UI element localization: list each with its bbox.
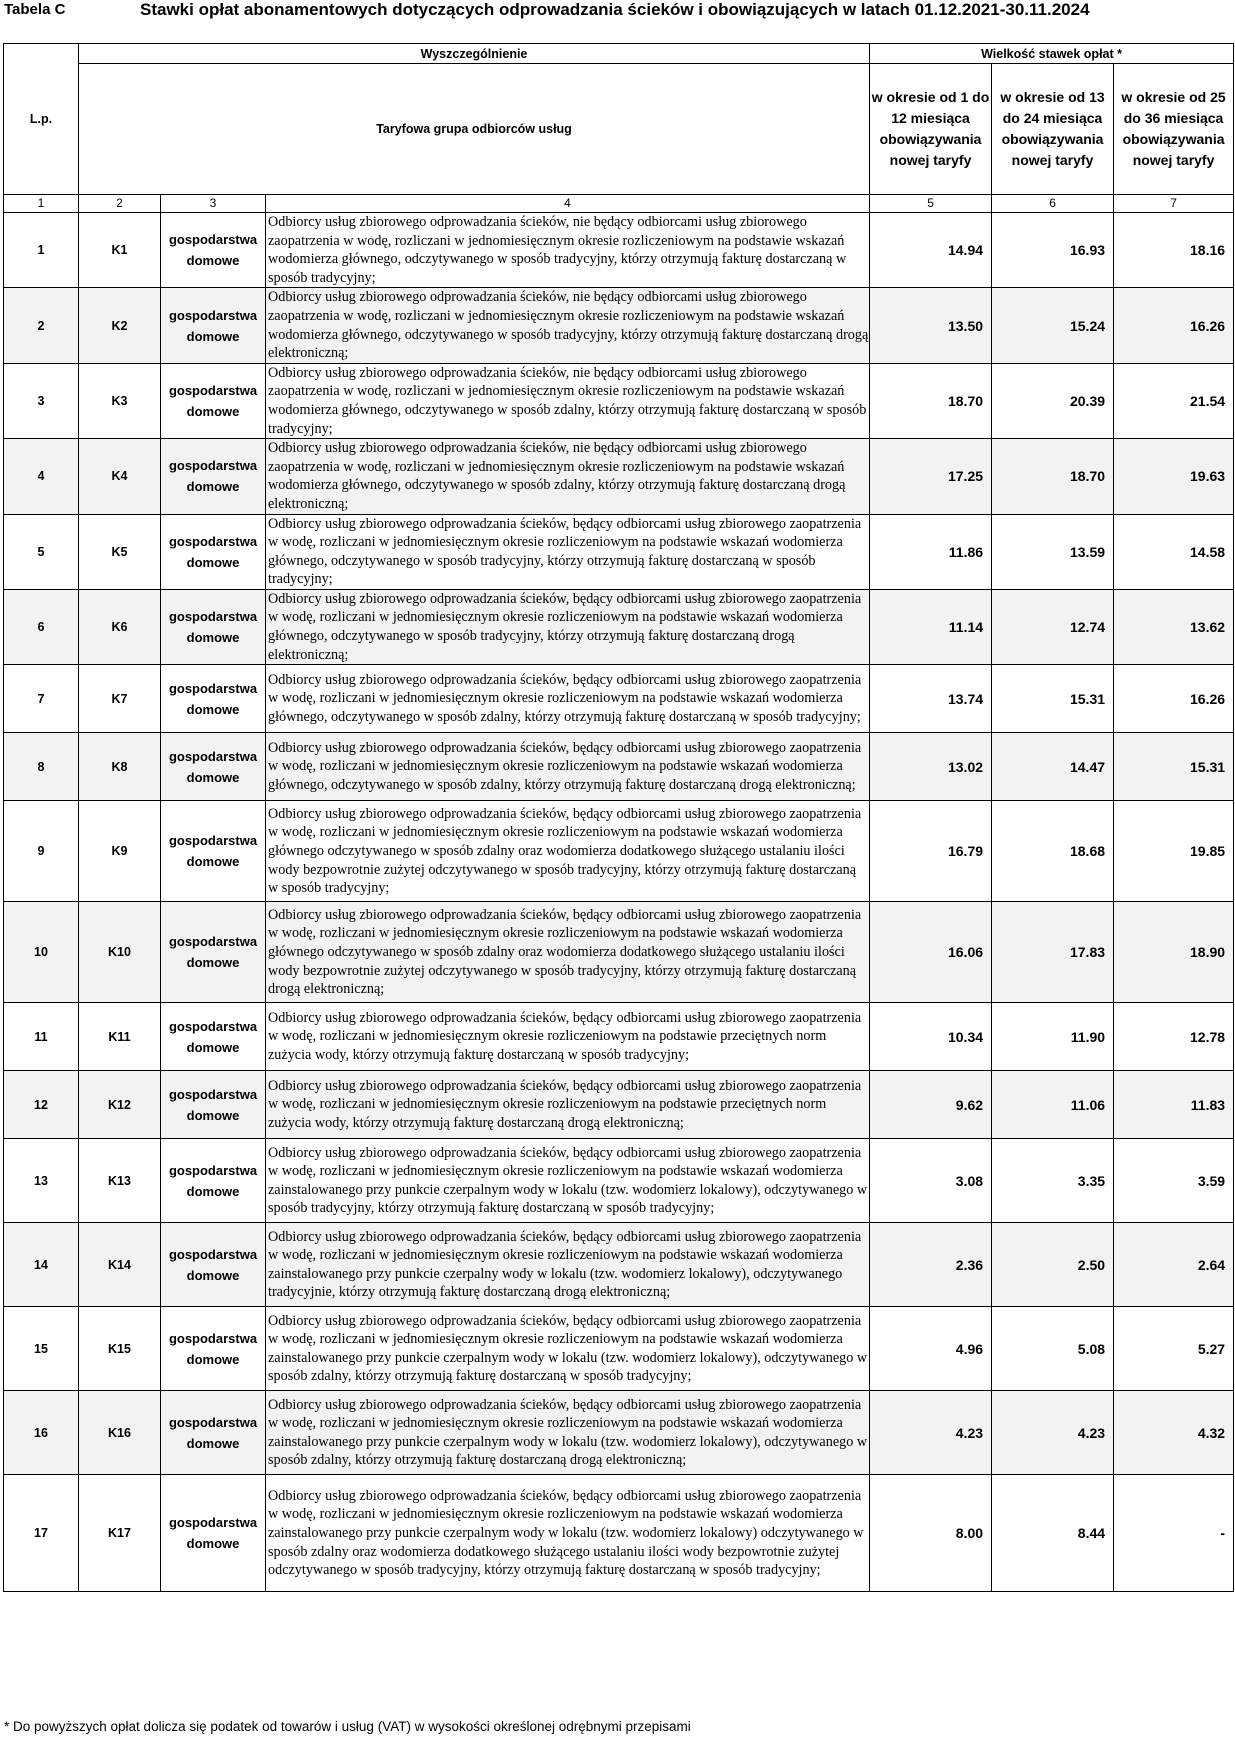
rate-period-1: 8.00: [870, 1475, 992, 1592]
rate-period-3: 19.63: [1114, 439, 1234, 514]
row-description: Odbiorcy usług zbiorowego odprowadzania ścieków, będący odbiorcami usług zbiorowego zaopatrzenia w wodę, rozliczani w jednomiesięcznym okresie rozliczeniowym na podstawie wskazań wodomierza zainstalowanego przy punkcie czerpalnym wody w lokalu (tzw. wodomierz lokalowy), odczytywanego w sposób zdalny, którzy otrzymują fakturę dostarczaną drogą elektroniczną;: [266, 1391, 870, 1475]
row-recipient-type: gospodarstwa domowe: [161, 288, 266, 363]
rate-period-3: 16.26: [1114, 288, 1234, 363]
col-header-period-1: w okresie od 1 do 12 miesiąca obowiązywania nowej taryfy: [870, 64, 992, 195]
rate-period-3: 16.26: [1114, 665, 1234, 733]
page-title: Stawki opłat abonamentowych dotyczących odprowadzania ścieków i obowiązujących w latach 01.12.2021-30.11.2024: [140, 0, 1090, 19]
table-row: [4, 213, 1234, 288]
table-row: [4, 1391, 1234, 1475]
col-header-rates: Wielkość stawek opłat *: [870, 44, 1234, 64]
rate-period-1: 2.36: [870, 1223, 992, 1307]
table-label: Tabela C: [4, 1, 66, 18]
rate-period-2: 13.59: [992, 514, 1114, 589]
row-description: Odbiorcy usług zbiorowego odprowadzania ścieków, nie będący odbiorcami usług zbiorowego zaopatrzenia w wodę, rozliczani w jednomiesięcznym okresie rozliczeniowym na podstawie wskazań wodomierza głównego, odczytywanego w sposób tradycyjny, którzy otrzymują fakturę dostarczaną w sposób tradycyjny;: [266, 213, 870, 288]
row-group-code: K13: [79, 1139, 161, 1223]
rate-period-2: 11.90: [992, 1003, 1114, 1071]
rate-period-1: 9.62: [870, 1071, 992, 1139]
column-number: 2: [79, 195, 161, 213]
row-lp: 11: [4, 1003, 79, 1071]
table-row: [4, 1071, 1234, 1139]
row-description: Odbiorcy usług zbiorowego odprowadzania ścieków, będący odbiorcami usług zbiorowego zaopatrzenia w wodę, rozliczani w jednomiesięcznym okresie rozliczeniowym na podstawie wskazań wodomierza głównego, odczytywanego w sposób tradycyjny, którzy otrzymują fakturę dostarczaną w sposób tradycyjny;: [266, 514, 870, 589]
row-lp: 13: [4, 1139, 79, 1223]
column-number: 4: [266, 195, 870, 213]
column-number: 5: [870, 195, 992, 213]
row-group-code: K1: [79, 213, 161, 288]
row-recipient-type: gospodarstwa domowe: [161, 902, 266, 1003]
col-header-period-3: w okresie od 25 do 36 miesiąca obowiązywania nowej taryfy: [1114, 64, 1234, 195]
rate-period-3: 18.16: [1114, 213, 1234, 288]
row-recipient-type: gospodarstwa domowe: [161, 1223, 266, 1307]
rate-period-3: 4.32: [1114, 1391, 1234, 1475]
rate-period-3: 15.31: [1114, 733, 1234, 801]
row-description: Odbiorcy usług zbiorowego odprowadzania ścieków, będący odbiorcami usług zbiorowego zaopatrzenia w wodę, rozliczani w jednomiesięcznym okresie rozliczeniowym na podstawie wskazań wodomierza zainstalowanego przy punkcie czerpalny wody w lokalu (tzw. wodomierz lokalowy), odczytywanego tradycyjnie, którzy otrzymują fakturę dostarczaną drogą elektroniczną;: [266, 1223, 870, 1307]
table-row: [4, 1475, 1234, 1592]
table-row: [4, 363, 1234, 438]
rate-period-2: 3.35: [992, 1139, 1114, 1223]
header-row-2: [4, 64, 1234, 195]
row-recipient-type: gospodarstwa domowe: [161, 1139, 266, 1223]
table-row: [4, 514, 1234, 589]
row-recipient-type: gospodarstwa domowe: [161, 363, 266, 438]
row-lp: 12: [4, 1071, 79, 1139]
table-row: [4, 439, 1234, 514]
table-row: [4, 589, 1234, 664]
rate-period-3: -: [1114, 1475, 1234, 1592]
row-lp: 9: [4, 801, 79, 902]
rate-period-2: 5.08: [992, 1307, 1114, 1391]
row-recipient-type: gospodarstwa domowe: [161, 1475, 266, 1592]
table-row: [4, 1307, 1234, 1391]
row-recipient-type: gospodarstwa domowe: [161, 213, 266, 288]
rate-period-3: 13.62: [1114, 589, 1234, 664]
document-header: [0, 0, 1235, 26]
row-recipient-type: gospodarstwa domowe: [161, 665, 266, 733]
row-group-code: K9: [79, 801, 161, 902]
rate-period-1: 3.08: [870, 1139, 992, 1223]
row-description: Odbiorcy usług zbiorowego odprowadzania ścieków, będący odbiorcami usług zbiorowego zaopatrzenia w wodę, rozliczani w jednomiesięcznym okresie rozliczeniowym na podstawie wskazań wodomierza głównego odczytywanego w sposób zdalny oraz wodomierza dodatkowego służącego ustalaniu ilości wody bezpowrotnie zużytej odczytywanego w sposób tradycyjny, którzy otrzymują fakturę dostarczaną w sposób tradycyjny;: [266, 801, 870, 902]
row-recipient-type: gospodarstwa domowe: [161, 733, 266, 801]
footnote: * Do powyższych opłat dolicza się podatek od towarów i usług (VAT) w wysokości określonej odrębnymi przepisami: [4, 1719, 691, 1734]
rate-period-1: 18.70: [870, 363, 992, 438]
table-row: [4, 1003, 1234, 1071]
column-number: 3: [161, 195, 266, 213]
row-lp: 14: [4, 1223, 79, 1307]
row-group-code: K5: [79, 514, 161, 589]
rate-period-3: 18.90: [1114, 902, 1234, 1003]
rate-period-1: 13.02: [870, 733, 992, 801]
row-recipient-type: gospodarstwa domowe: [161, 514, 266, 589]
rate-period-2: 18.68: [992, 801, 1114, 902]
row-recipient-type: gospodarstwa domowe: [161, 801, 266, 902]
rate-period-2: 14.47: [992, 733, 1114, 801]
col-header-period-2: w okresie od 13 do 24 miesiąca obowiązywania nowej taryfy: [992, 64, 1114, 195]
rate-period-2: 18.70: [992, 439, 1114, 514]
row-lp: 1: [4, 213, 79, 288]
table-row: [4, 665, 1234, 733]
rate-period-1: 10.34: [870, 1003, 992, 1071]
column-number: 7: [1114, 195, 1234, 213]
row-group-code: K8: [79, 733, 161, 801]
row-group-code: K7: [79, 665, 161, 733]
rate-period-3: 11.83: [1114, 1071, 1234, 1139]
header-row-1: [4, 44, 1234, 64]
row-lp: 6: [4, 589, 79, 664]
row-group-code: K12: [79, 1071, 161, 1139]
rate-period-2: 16.93: [992, 213, 1114, 288]
column-number: 1: [4, 195, 79, 213]
row-recipient-type: gospodarstwa domowe: [161, 439, 266, 514]
table-row: [4, 801, 1234, 902]
rate-period-2: 15.31: [992, 665, 1114, 733]
column-number-row: [4, 195, 1234, 213]
row-lp: 16: [4, 1391, 79, 1475]
rate-period-1: 14.94: [870, 213, 992, 288]
rate-period-2: 20.39: [992, 363, 1114, 438]
row-group-code: K4: [79, 439, 161, 514]
row-lp: 17: [4, 1475, 79, 1592]
rate-period-1: 16.79: [870, 801, 992, 902]
row-recipient-type: gospodarstwa domowe: [161, 1071, 266, 1139]
row-description: Odbiorcy usług zbiorowego odprowadzania ścieków, będący odbiorcami usług zbiorowego zaopatrzenia w wodę, rozliczani w jednomiesięcznym okresie rozliczeniowym na podstawie wskazań wodomierza zainstalowanego przy punkcie czerpalnym wody w lokalu (tzw. wodomierz lokalowy), odczytywanego w sposób tradycyjny, którzy otrzymują fakturę dostarczaną w sposób tradycyjny;: [266, 1139, 870, 1223]
row-lp: 8: [4, 733, 79, 801]
row-description: Odbiorcy usług zbiorowego odprowadzania ścieków, będący odbiorcami usług zbiorowego zaopatrzenia w wodę, rozliczani w jednomiesięcznym okresie rozliczeniowym na podstawie wskazań wodomierza głównego odczytywanego w sposób zdalny oraz wodomierza dodatkowego służącego ustalaniu ilości wody bezpowrotnie zużytej odczytywanego w sposób tradycyjny, którzy otrzymują fakturę dostarczaną drogą elektroniczną;: [266, 902, 870, 1003]
table-row: [4, 902, 1234, 1003]
rate-period-2: 17.83: [992, 902, 1114, 1003]
row-lp: 7: [4, 665, 79, 733]
rate-period-2: 11.06: [992, 1071, 1114, 1139]
row-lp: 5: [4, 514, 79, 589]
col-header-lp: L.p.: [4, 44, 79, 195]
row-description: Odbiorcy usług zbiorowego odprowadzania ścieków, będący odbiorcami usług zbiorowego zaopatrzenia w wodę, rozliczani w jednomiesięcznym okresie rozliczeniowym na podstawie przeciętnych norm zużycia wody, którzy otrzymują fakturę dostarczaną w sposób tradycyjny;: [266, 1003, 870, 1071]
row-description: Odbiorcy usług zbiorowego odprowadzania ścieków, będący odbiorcami usług zbiorowego zaopatrzenia w wodę, rozliczani w jednomiesięcznym okresie rozliczeniowym na podstawie wskazań wodomierza głównego, odczytywanego w sposób zdalny, którzy otrzymują fakturę dostarczaną w sposób tradycyjny;: [266, 665, 870, 733]
rates-table: [3, 43, 1234, 1592]
row-lp: 2: [4, 288, 79, 363]
row-group-code: K14: [79, 1223, 161, 1307]
row-recipient-type: gospodarstwa domowe: [161, 1003, 266, 1071]
row-group-code: K11: [79, 1003, 161, 1071]
row-description: Odbiorcy usług zbiorowego odprowadzania ścieków, będący odbiorcami usług zbiorowego zaopatrzenia w wodę, rozliczani w jednomiesięcznym okresie rozliczeniowym na podstawie wskazań wodomierza zainstalowanego przy punkcie czerpalnym wody w lokalu (tzw. wodomierz lokalowy), odczytywanego w sposób zdalny, którzy otrzymują fakturę dostarczaną w sposób tradycyjny;: [266, 1307, 870, 1391]
row-group-code: K10: [79, 902, 161, 1003]
row-group-code: K17: [79, 1475, 161, 1592]
rate-period-1: 4.96: [870, 1307, 992, 1391]
rate-period-3: 21.54: [1114, 363, 1234, 438]
row-lp: 10: [4, 902, 79, 1003]
row-recipient-type: gospodarstwa domowe: [161, 1307, 266, 1391]
row-lp: 4: [4, 439, 79, 514]
row-description: Odbiorcy usług zbiorowego odprowadzania ścieków, nie będący odbiorcami usług zbiorowego zaopatrzenia w wodę, rozliczani w jednomiesięcznym okresie rozliczeniowym na podstawie wskazań wodomierza głównego, odczytywanego w sposób zdalny, którzy otrzymują fakturę dostarczaną w sposób tradycyjny;: [266, 363, 870, 438]
row-group-code: K16: [79, 1391, 161, 1475]
table-row: [4, 1223, 1234, 1307]
column-number: 6: [992, 195, 1114, 213]
table-row: [4, 288, 1234, 363]
rate-period-1: 13.50: [870, 288, 992, 363]
col-header-group: Taryfowa grupa odbiorców usług: [79, 64, 870, 195]
rate-period-3: 12.78: [1114, 1003, 1234, 1071]
rate-period-3: 3.59: [1114, 1139, 1234, 1223]
row-description: Odbiorcy usług zbiorowego odprowadzania ścieków, będący odbiorcami usług zbiorowego zaopatrzenia w wodę, rozliczani w jednomiesięcznym okresie rozliczeniowym na podstawie wskazań wodomierza zainstalowanego przy punkcie czerpalnym wody w lokalu (tzw. wodomierz lokalowy) odczytywanego w sposób zdalny oraz wodomierza dodatkowego służącego ustalaniu ilości wody bezpowrotnie zużytej odczytywanego w sposób tradycyjny, którzy otrzymują fakturę dostarczaną w sposób tradycyjny;: [266, 1475, 870, 1592]
row-group-code: K3: [79, 363, 161, 438]
rate-period-2: 8.44: [992, 1475, 1114, 1592]
rate-period-3: 5.27: [1114, 1307, 1234, 1391]
rate-period-3: 14.58: [1114, 514, 1234, 589]
rate-period-1: 13.74: [870, 665, 992, 733]
rate-period-1: 11.14: [870, 589, 992, 664]
rate-period-1: 17.25: [870, 439, 992, 514]
row-group-code: K15: [79, 1307, 161, 1391]
table-row: [4, 1139, 1234, 1223]
row-lp: 3: [4, 363, 79, 438]
row-description: Odbiorcy usług zbiorowego odprowadzania ścieków, będący odbiorcami usług zbiorowego zaopatrzenia w wodę, rozliczani w jednomiesięcznym okresie rozliczeniowym na podstawie przeciętnych norm zużycia wody, którzy otrzymują fakturę dostarczaną drogą elektroniczną;: [266, 1071, 870, 1139]
rate-period-2: 2.50: [992, 1223, 1114, 1307]
row-description: Odbiorcy usług zbiorowego odprowadzania ścieków, nie będący odbiorcami usług zbiorowego zaopatrzenia w wodę, rozliczani w jednomiesięcznym okresie rozliczeniowym na podstawie wskazań wodomierza głównego, odczytywanego w sposób zdalny, którzy otrzymują fakturę dostarczaną drogą elektroniczną;: [266, 439, 870, 514]
table-row: [4, 733, 1234, 801]
rate-period-1: 4.23: [870, 1391, 992, 1475]
col-header-spec: Wyszczególnienie: [79, 44, 870, 64]
row-group-code: K2: [79, 288, 161, 363]
rate-period-2: 4.23: [992, 1391, 1114, 1475]
rate-period-2: 15.24: [992, 288, 1114, 363]
rate-period-1: 11.86: [870, 514, 992, 589]
row-description: Odbiorcy usług zbiorowego odprowadzania ścieków, będący odbiorcami usług zbiorowego zaopatrzenia w wodę, rozliczani w jednomiesięcznym okresie rozliczeniowym na podstawie wskazań wodomierza głównego, odczytywanego w sposób zdalny, którzy otrzymują fakturę dostarczaną drogą elektroniczną;: [266, 733, 870, 801]
row-recipient-type: gospodarstwa domowe: [161, 1391, 266, 1475]
row-description: Odbiorcy usług zbiorowego odprowadzania ścieków, będący odbiorcami usług zbiorowego zaopatrzenia w wodę, rozliczani w jednomiesięcznym okresie rozliczeniowym na podstawie wskazań wodomierza głównego, odczytywanego w sposób tradycyjny, którzy otrzymują fakturę dostarczaną drogą elektroniczną;: [266, 589, 870, 664]
rate-period-1: 16.06: [870, 902, 992, 1003]
row-recipient-type: gospodarstwa domowe: [161, 589, 266, 664]
row-description: Odbiorcy usług zbiorowego odprowadzania ścieków, nie będący odbiorcami usług zbiorowego zaopatrzenia w wodę, rozliczani w jednomiesięcznym okresie rozliczeniowym na podstawie wskazań wodomierza głównego, odczytywanego w sposób tradycyjny, którzy otrzymują fakturę dostarczaną drogą elektroniczną;: [266, 288, 870, 363]
rate-period-3: 19.85: [1114, 801, 1234, 902]
rate-period-2: 12.74: [992, 589, 1114, 664]
row-lp: 15: [4, 1307, 79, 1391]
rate-period-3: 2.64: [1114, 1223, 1234, 1307]
row-group-code: K6: [79, 589, 161, 664]
